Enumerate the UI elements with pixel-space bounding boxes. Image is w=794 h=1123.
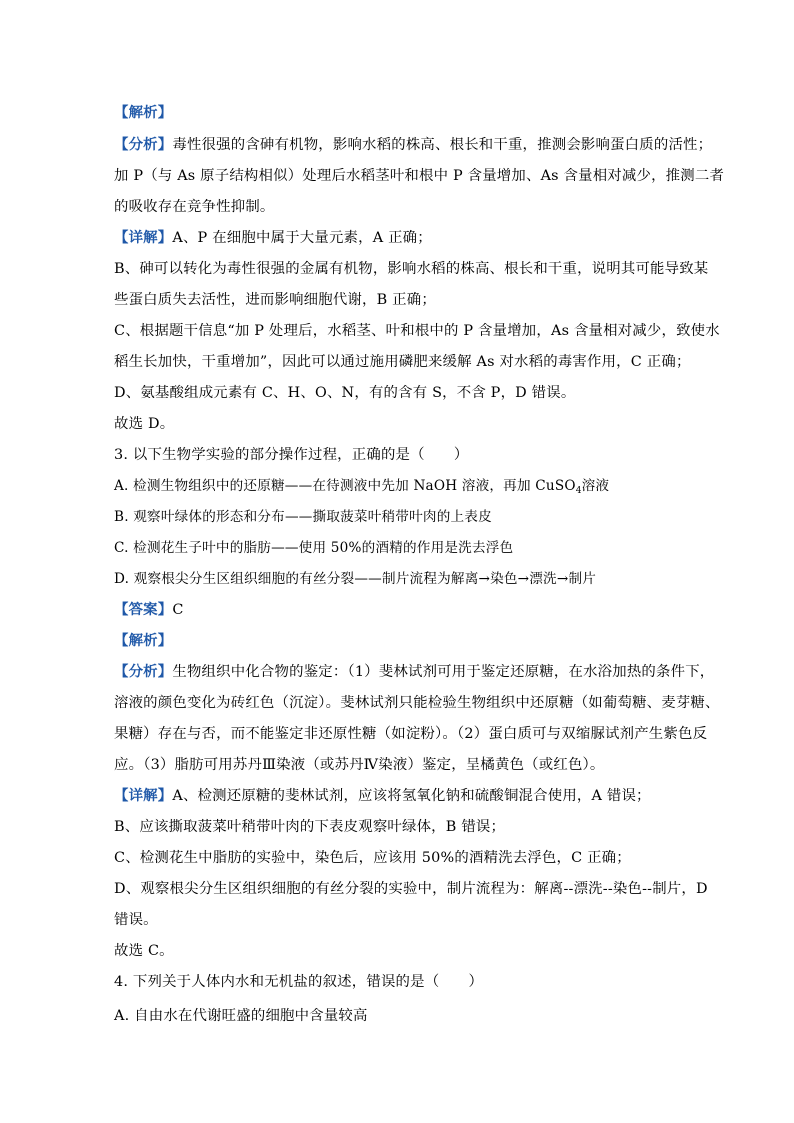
q3-analysis-header: 【解析】 — [114, 632, 173, 649]
q3-stem: 3. 以下生物学实验的部分操作过程，正确的是（ ） — [114, 447, 469, 463]
q2-answer-choice: 故选 D。 — [114, 416, 175, 432]
q3-xiangjie-c: C、检测花生中脂肪的实验中，染色后，应该用 50%的酒精洗去浮色，C 正确； — [114, 850, 631, 866]
q3-option-a-tail: 溶液 — [581, 478, 610, 494]
q3-option-b: B. 观察叶绿体的形态和分布——撕取菠菜叶稍带叶肉的上表皮 — [114, 509, 492, 525]
q3-option-d: D. 观察根尖分生区组织细胞的有丝分裂——制片流程为解离→染色→漂洗→制片 — [114, 571, 597, 587]
q3-xiangjie-d1: D、观察根尖分生区组织细胞的有丝分裂的实验中，制片流程为：解离--漂洗--染色--制片，D — [114, 881, 708, 897]
q2-fenxi-text-3: 的吸收存在竞争性抑制。 — [114, 199, 275, 215]
q2-fenxi-tag: 【分析】 — [114, 136, 173, 153]
q3-fenxi-text-2: 溶液的颜色变化为砖红色（沉淀）。斐林试剂只能检验生物组织中还原糖（如葡萄糖、麦芽糖、 — [114, 695, 720, 711]
q2-fenxi-text-1: 毒性很强的含砷有机物，影响水稻的株高、根长和干重，推测会影响蛋白质的活性； — [172, 137, 713, 153]
q3-fenxi-line — [114, 662, 715, 682]
q3-option-a-subscript: 4 — [575, 486, 582, 496]
q2-fenxi-text-2: 加 P（与 As 原子结构相似）处理后水稻茎叶和根中 P 含量增加、As 含量相对减少，推测二者 — [114, 168, 725, 184]
q3-xiangjie-d2: 错误。 — [114, 912, 158, 928]
q2-xiangjie-c2: 稻生长加快，干重增加”，因此可以通过施用磷肥来缓解 As 对水稻的毒害作用，C 正确； — [114, 354, 691, 370]
q3-fenxi-tag: 【分析】 — [114, 663, 173, 680]
q3-fenxi-text-1: 生物组织中化合物的鉴定：（1）斐林试剂可用于鉴定还原糖，在水浴加热的条件下， — [172, 664, 715, 680]
q3-option-a-text: A. 检测生物组织中的还原糖——在待测液中先加 NaOH 溶液，再加 CuSO — [114, 478, 576, 494]
q3-option-a — [114, 476, 694, 501]
q2-xiangjie-a: A、P 在细胞中属于大量元素，A 正确； — [172, 230, 432, 246]
q3-xiangjie-tag: 【详解】 — [114, 787, 173, 804]
q3-answer-choice: 故选 C。 — [114, 943, 174, 959]
q2-xiangjie-tag: 【详解】 — [114, 229, 173, 246]
q3-fenxi-text-4: 应。（3）脂肪可用苏丹Ⅲ染液（或苏丹Ⅳ染液）鉴定，呈橘黄色（或红色）。 — [114, 757, 605, 773]
q3-fenxi-text-3: 果糖）存在与否，而不能鉴定非还原性糖（如淀粉）。（2）蛋白质可与双缩脲试剂产生紫色反 — [114, 726, 708, 742]
q2-xiangjie-b1: B、砷可以转化为毒性很强的金属有机物，影响水稻的株高、根长和干重，说明其可能导致某 — [114, 261, 709, 277]
q4-option-a: A. 自由水在代谢旺盛的细胞中含量较高 — [114, 1008, 368, 1024]
q2-xiangjie-line — [114, 228, 694, 248]
q4-stem: 4. 下列关于人体内水和无机盐的叙述，错误的是（ ） — [114, 974, 484, 990]
q2-xiangjie-c1: C、根据题干信息“加 P 处理后，水稻茎、叶和根中的 P 含量增加，As 含量相对减少，致使水 — [114, 323, 720, 339]
q3-xiangjie-a: A、检测还原糖的斐林试剂，应该将氢氧化钠和硫酸铜混合使用，A 错误； — [172, 788, 651, 804]
q2-fenxi-line — [114, 135, 713, 155]
q3-xiangjie-b: B、应该撕取菠菜叶稍带叶肉的下表皮观察叶绿体，B 错误； — [114, 819, 506, 835]
q2-xiangjie-b2: 些蛋白质失去活性，进而影响细胞代谢，B 正确； — [114, 292, 436, 308]
q3-xiangjie-line — [114, 786, 694, 806]
q3-answer-line — [114, 600, 694, 620]
q2-analysis-header: 【解析】 — [114, 104, 173, 121]
q3-answer: C — [172, 602, 184, 618]
q3-option-c: C. 检测花生子叶中的脂肪——使用 50%的酒精的作用是洗去浮色 — [114, 540, 514, 556]
q2-xiangjie-d: D、氨基酸组成元素有 C、H、O、N，有的含有 S，不含 P，D 错误。 — [114, 385, 576, 401]
q3-answer-tag: 【答案】 — [114, 601, 173, 618]
